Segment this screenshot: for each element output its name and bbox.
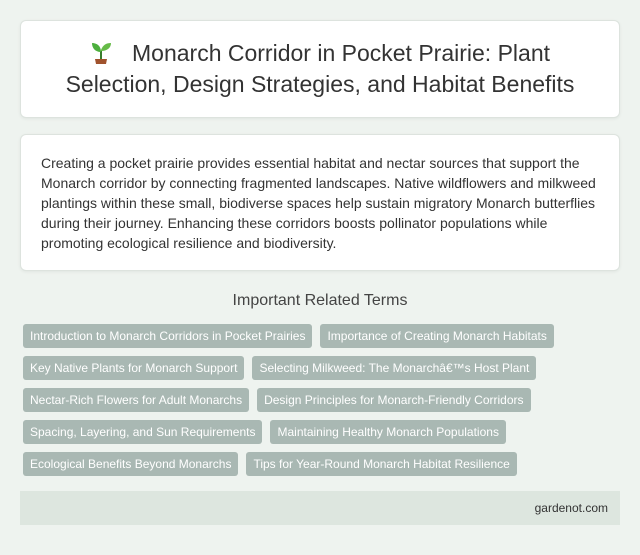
related-term-tag[interactable]: Nectar-Rich Flowers for Adult Monarchs [23, 388, 249, 412]
footer [20, 491, 620, 525]
related-term-tag[interactable]: Key Native Plants for Monarch Support [23, 356, 244, 380]
related-term-tag[interactable]: Ecological Benefits Beyond Monarchs [23, 452, 238, 476]
related-terms-heading: Important Related Terms [232, 292, 408, 309]
related-terms-list [23, 324, 623, 476]
related-term-tag[interactable]: Importance of Creating Monarch Habitats [320, 324, 553, 348]
page-title [39, 38, 601, 100]
related-term-tag[interactable]: Selecting Milkweed: The Monarchâ€™s Host Plant [252, 356, 536, 380]
related-term-tag[interactable]: Maintaining Healthy Monarch Populations [270, 420, 505, 444]
related-term-tag[interactable]: Spacing, Layering, and Sun Requirements [23, 420, 262, 444]
site-link[interactable]: gardenot.com [534, 501, 608, 515]
intro-text: Creating a pocket prairie provides essential habitat and nectar sources that support the Monarch corridor by connecting fragmented landscapes. Native wildflowers and milkweed plantings within these small, biodiverse spaces help sustain migratory Monarch butterflies during their journey. Enhancing these corridors boosts pollinator populations while promoting ecological resilience and biodiversity. [41, 155, 596, 251]
page-title-text: Monarch Corridor in Pocket Prairie: Plant Selection, Design Strategies, and Habitat Benefits [65, 40, 575, 97]
related-term-tag[interactable]: Tips for Year-Round Monarch Habitat Resilience [246, 452, 516, 476]
title-card [20, 20, 620, 118]
intro-card [20, 134, 620, 271]
sprout-icon [90, 40, 112, 64]
related-term-tag[interactable]: Introduction to Monarch Corridors in Pocket Prairies [23, 324, 312, 348]
related-term-tag[interactable]: Design Principles for Monarch-Friendly Corridors [257, 388, 530, 412]
